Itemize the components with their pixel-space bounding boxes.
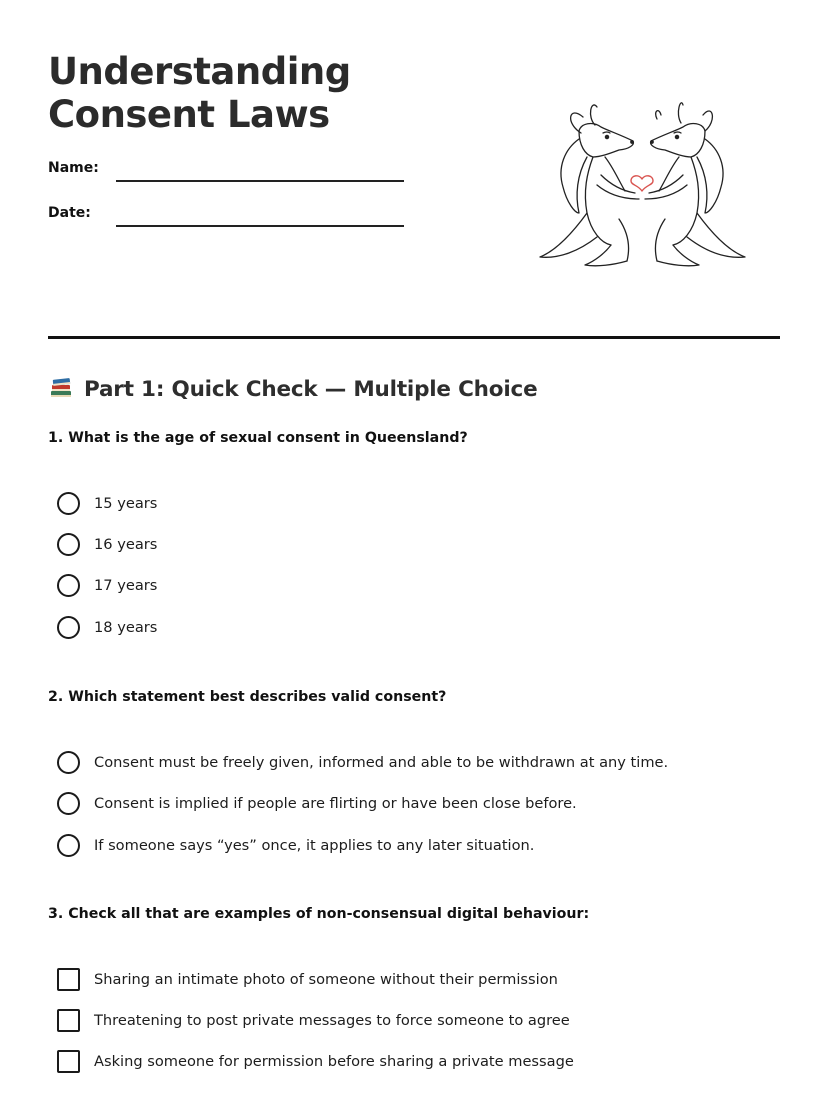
right-kangaroo bbox=[645, 103, 745, 266]
radio-button[interactable] bbox=[57, 792, 80, 815]
option-label: Consent is implied if people are flirting or have been close before. bbox=[94, 794, 577, 812]
option-label: If someone says “yes” once, it applies to any later situation. bbox=[94, 836, 535, 854]
radio-button[interactable] bbox=[57, 834, 80, 857]
question-2-option[interactable] bbox=[57, 749, 668, 775]
option-label: Asking someone for permission before sharing a private message bbox=[94, 1052, 574, 1070]
part1-heading bbox=[48, 372, 537, 406]
kangaroo-couple-heart-illustration bbox=[535, 95, 750, 280]
radio-button[interactable] bbox=[57, 751, 80, 774]
heart-icon bbox=[631, 176, 653, 191]
question-1-prompt: 1. What is the age of sexual consent in Queensland? bbox=[48, 430, 468, 446]
question-2-option[interactable] bbox=[57, 790, 577, 816]
radio-button[interactable] bbox=[57, 616, 80, 639]
question-1-option[interactable] bbox=[57, 614, 157, 640]
option-label: Threatening to post private messages to force someone to agree bbox=[94, 1011, 570, 1029]
books-icon bbox=[48, 376, 74, 402]
date-field[interactable] bbox=[116, 225, 404, 227]
name-field[interactable] bbox=[116, 180, 404, 182]
question-1-option[interactable] bbox=[57, 531, 157, 557]
question-1-option[interactable] bbox=[57, 572, 157, 598]
question-3-option[interactable] bbox=[57, 1007, 570, 1033]
part1-heading-text: Part 1: Quick Check — Multiple Choice bbox=[84, 376, 538, 402]
checkbox[interactable] bbox=[57, 1009, 80, 1032]
radio-button[interactable] bbox=[57, 533, 80, 556]
option-label: 17 years bbox=[94, 576, 158, 594]
option-label: 18 years bbox=[94, 618, 158, 636]
checkbox[interactable] bbox=[57, 968, 80, 991]
date-label: Date: bbox=[48, 205, 91, 221]
radio-button[interactable] bbox=[57, 492, 80, 515]
option-label: 15 years bbox=[94, 494, 158, 512]
question-3-prompt: 3. Check all that are examples of non-consensual digital behaviour: bbox=[48, 906, 590, 922]
question-2-prompt: 2. Which statement best describes valid consent? bbox=[48, 689, 447, 705]
worksheet-title: Understanding Consent Laws bbox=[48, 50, 351, 136]
checkbox[interactable] bbox=[57, 1050, 80, 1073]
option-label: Sharing an intimate photo of someone without their permission bbox=[94, 970, 558, 988]
left-kangaroo bbox=[540, 105, 639, 266]
question-3-option[interactable] bbox=[57, 966, 558, 992]
option-label: Consent must be freely given, informed and able to be withdrawn at any time. bbox=[94, 753, 669, 771]
option-label: 16 years bbox=[94, 535, 158, 553]
section-divider bbox=[48, 336, 780, 339]
radio-button[interactable] bbox=[57, 574, 80, 597]
question-3-option[interactable] bbox=[57, 1048, 574, 1074]
name-label: Name: bbox=[48, 160, 99, 176]
question-1-option[interactable] bbox=[57, 490, 157, 516]
question-2-option[interactable] bbox=[57, 832, 534, 858]
